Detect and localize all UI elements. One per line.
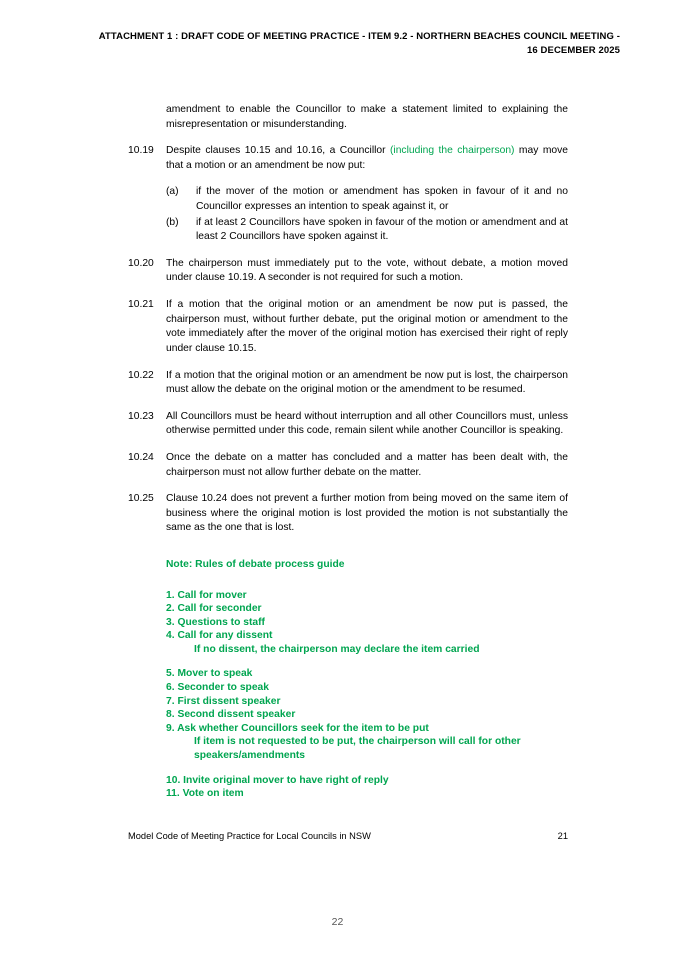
- subitem-text: if the mover of the motion or amendment has spoken in favour of it and no Councillor expresses an intention to speak against it, or: [196, 186, 568, 213]
- note-item-3: 3. Questions to staff: [166, 616, 265, 628]
- clause-10-21: [128, 298, 568, 356]
- clause-10-19: [128, 144, 568, 173]
- clause-number: 10.25: [128, 493, 154, 505]
- subitem-text: if at least 2 Councillors have spoken in favour of the motion or amendment and at least 2 Councillors have spoken against it.: [196, 216, 568, 243]
- subitem-a: [166, 185, 568, 214]
- clause-text: [166, 144, 568, 173]
- note-subnote-2-line-1: If item is not requested to be put, the chairperson will call for other: [194, 736, 521, 748]
- document-body: [128, 103, 568, 801]
- note-item-11: 11. Vote on item: [166, 788, 244, 800]
- clause-number: 10.23: [128, 410, 154, 422]
- clause-10-22: [128, 369, 568, 398]
- document-header: [55, 30, 620, 58]
- note-item-1: 1. Call for mover: [166, 589, 247, 601]
- note-item-8: 8. Second dissent speaker: [166, 709, 296, 721]
- subitem-label: (a): [166, 186, 179, 198]
- footer-page-number: 21: [557, 831, 568, 841]
- note-item-6: 6. Seconder to speak: [166, 682, 270, 694]
- note-item-10: 10. Invite original mover to have right of reply: [166, 774, 389, 786]
- clause-10-23: [128, 410, 568, 439]
- clause-text: Once the debate on a matter has concluded and a matter has been dealt with, the chairperson must not allow further debate on the matter.: [166, 451, 568, 478]
- clause-highlight: (including the chairperson): [389, 145, 515, 157]
- footer-title: Model Code of Meeting Practice for Local Councils in NSW: [128, 831, 371, 841]
- clause-10-20: [128, 257, 568, 286]
- subitem-label: (b): [166, 216, 179, 228]
- note-item-2: 2. Call for seconder: [166, 603, 262, 615]
- clause-10-25: [128, 492, 568, 536]
- continued-paragraph: amendment to enable the Councillor to make a statement limited to explaining the misrepresentation or misunderstanding.: [166, 104, 568, 130]
- clause-text: The chairperson must immediately put to the vote, without debate, a motion moved under clause 10.19. A seconder is not required for such a motion.: [166, 257, 568, 284]
- clause-number: 10.19: [128, 145, 154, 157]
- subitem-b: [166, 216, 568, 245]
- header-line-1: ATTACHMENT 1 : DRAFT CODE OF MEETING PRACTICE - ITEM 9.2 - NORTHERN BEACHES COUNCIL MEETING -: [98, 31, 620, 42]
- note-item-7: 7. First dissent speaker: [166, 695, 281, 707]
- clause-number: 10.20: [128, 257, 154, 269]
- clause-number: 10.24: [128, 451, 154, 463]
- note-rules-of-debate: [166, 558, 568, 801]
- document-footer: [128, 831, 568, 841]
- clause-text: If a motion that the original motion or an amendment be now put is lost, the chairperson must allow the debate on the original motion or the amendment to be resumed.: [166, 369, 568, 396]
- clause-text: All Councillors must be heard without interruption and all other Councillors must, unless otherwise permitted under this code, remain silent while another Councillor is speaking.: [166, 410, 568, 437]
- clause-10-24: [128, 451, 568, 480]
- clause-number: 10.22: [128, 369, 154, 381]
- clause-text-after: may move that a motion or an amendment be now put:: [166, 145, 568, 171]
- note-item-9: 9. Ask whether Councillors seek for the item to be put: [166, 722, 429, 734]
- viewer-page-number: 22: [331, 916, 344, 928]
- clause-text: Clause 10.24 does not prevent a further motion from being moved on the same item of business where the original motion is lost provided the motion is not substantially the same as the one that is lost.: [166, 493, 568, 534]
- note-spacer-2: [166, 763, 568, 774]
- clause-text-before: Despite clauses 10.15 and 10.16, a Councillor: [166, 145, 390, 157]
- note-title: Note: Rules of debate process guide: [166, 559, 345, 571]
- note-item-4: 4. Call for any dissent: [166, 630, 273, 642]
- note-subnote-2-line-2: speakers/amendments: [194, 749, 306, 761]
- clause-text: If a motion that the original motion or an amendment be now put is passed, the chairperson must, without further debate, put the original motion or amendment to the vote immediately after the mover of the original motion has exercised their right of reply under clause 10.15.: [166, 299, 568, 354]
- note-item-5: 5. Mover to speak: [166, 668, 253, 680]
- clause-10-19-subitems: [166, 185, 568, 244]
- note-subnote-1: If no dissent, the chairperson may declare the item carried: [194, 643, 480, 655]
- clause-number: 10.21: [128, 299, 154, 311]
- note-spacer: [166, 656, 568, 667]
- header-line-2: 16 DECEMBER 2025: [527, 44, 620, 56]
